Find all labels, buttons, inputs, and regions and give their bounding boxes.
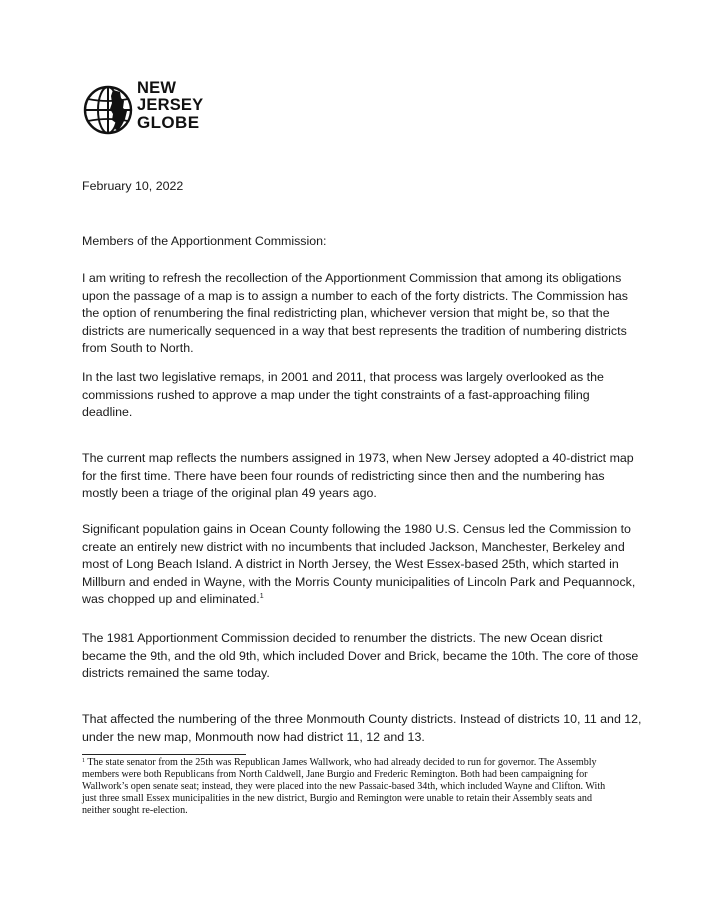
paragraph-2	[82, 369, 642, 422]
date-text: February 10, 2022	[82, 179, 184, 193]
paragraph-text: I am writing to refresh the recollection of the Apportionment Commission that among its obligations upon the passage of a map is to assign a number to each of the forty districts. The Commission has the option of renumbering the final redistricting plan, whichever version that might be, so that the districts are numerically sequenced in a way that best represents the tradition of numbering districts from South to North.	[82, 271, 628, 356]
globe-icon	[82, 84, 134, 136]
logo-wordmark	[137, 80, 203, 131]
paragraph-text: In the last two legislative remaps, in 2001 and 2011, that process was largely overlooked as the commissions rushed to approve a map under the tight constraints of a fast-approaching filing deadline.	[82, 370, 604, 420]
logo-word-jersey: JERSEY	[137, 96, 204, 114]
footnote-divider	[82, 754, 246, 755]
logo-word-new: NEW	[137, 79, 177, 97]
paragraph-with-footnote	[82, 521, 642, 609]
paragraph-5	[82, 630, 642, 683]
logo-word-globe: GLOBE	[137, 113, 200, 132]
new-jersey-globe-logo	[82, 80, 212, 138]
footnote-marker: 1	[82, 758, 85, 764]
letter-salutation	[82, 233, 642, 251]
paragraph-4	[82, 521, 642, 609]
paragraph-text: The 1981 Apportionment Commission decided to renumber the districts. The new Ocean disrict became the 9th, and the old 9th, which included Dover and Brick, became the 10th. The core of those districts remained the same today.	[82, 631, 639, 681]
paragraph-3	[82, 450, 642, 503]
paragraph-text: That affected the numbering of the three Monmouth County districts. Instead of districts 10, 11 and 12, under the new map, Monmouth now had district 11, 12 and 13.	[82, 712, 642, 744]
footnote-reference: 1	[259, 593, 264, 601]
footnote-text: The state senator from the 25th was Republican James Wallwork, who had already decided to run for governor. The Assembly members were both Republicans from North Caldwell, Jane Burgio and Frederic Remington. Both had been campaigning for Wallwork’s open senate seat; instead, they were placed into the new Passaic-based 34th, which included Wayne and Clifton. With just three small Essex municipalities in the new district, Burgio and Remington were unable to retain their Assembly seats and neither sought re-election.	[82, 757, 606, 817]
paragraph-6	[82, 711, 642, 746]
paragraph-text: The current map reflects the numbers assigned in 1973, when New Jersey adopted a 40-district map for the first time. There have been four rounds of redistricting since then and the numbering has mostly been a triage of the original plan 49 years ago.	[82, 451, 634, 501]
paragraph-1	[82, 270, 642, 358]
salutation-text: Members of the Apportionment Commission:	[82, 234, 327, 248]
footnote	[82, 757, 622, 817]
letter-date	[82, 178, 642, 196]
paragraph-text: Significant population gains in Ocean County following the 1980 U.S. Census led the Commission to create an entirely new district with no incumbents that included Jackson, Manchester, Berkeley and most of Long Beach Island. A district in North Jersey, the West Essex-based 25th, which started in Millburn and ended in Wayne, with the Morris County municipalities of Lincoln Park and Pequannock, was chopped up and eliminated.	[82, 522, 636, 607]
